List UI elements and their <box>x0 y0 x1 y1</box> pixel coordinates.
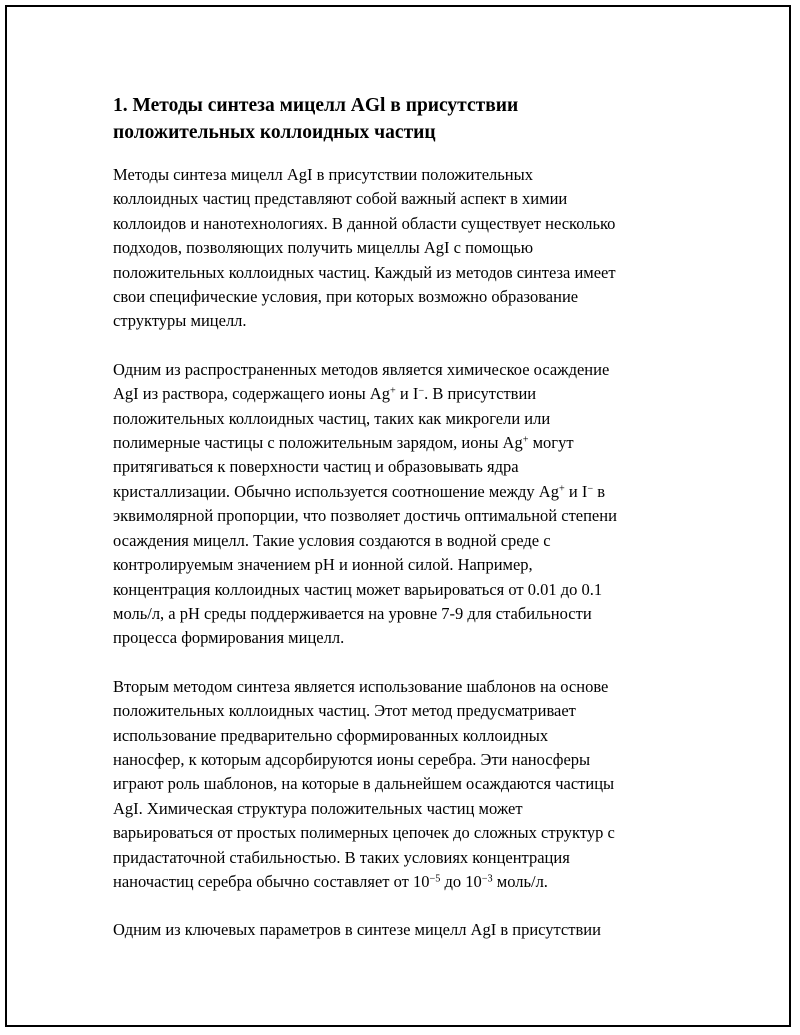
text-line: Одним из ключевых параметров в синтезе мицелл AgI в присутствии <box>113 920 601 940</box>
text-line: контролируемым значением pH и ионной силой. Например, <box>113 555 533 575</box>
superscript: + <box>558 483 565 495</box>
text-line: положительных коллоидных частиц. Этот метод предусматривает <box>113 701 576 721</box>
superscript: −3 <box>481 873 493 885</box>
text-fragment: и I <box>564 481 588 501</box>
paragraph-4 <box>113 918 703 942</box>
paragraph-3 <box>113 675 703 895</box>
text-line: полимерные частицы с положительным зарядом, ионы Ag <box>113 433 523 453</box>
body-text <box>113 163 703 943</box>
text-line: процесса формирования мицелл. <box>113 628 345 648</box>
text-line: кристаллизации. Обычно используется соотношение между Ag <box>113 481 559 501</box>
text-line: притягиваться к поверхности частиц и образовывать ядра <box>113 457 519 477</box>
text-fragment: могут <box>528 433 574 453</box>
text-line: Вторым методом синтеза является использование шаблонов на основе <box>113 676 609 696</box>
text-line: структуры мицелл. <box>113 311 247 331</box>
text-line: подходов, позволяющих получить мицеллы AgI с помощью <box>113 238 534 258</box>
paragraph-gap <box>113 894 703 918</box>
text-line: придастаточной стабильностью. В таких условиях концентрация <box>113 847 570 867</box>
superscript: − <box>418 385 425 397</box>
text-line: играют роль шаблонов, на которые в дальнейшем осаждаются частицы <box>113 774 615 794</box>
text-line: осаждения мицелл. Такие условия создаются в водной среде с <box>113 530 551 550</box>
text-line: варьироваться от простых полимерных цепочек до сложных структур с <box>113 823 615 843</box>
text-fragment: и I <box>395 384 419 404</box>
text-line: положительных коллоидных частиц, таких как микрогели или <box>113 408 551 428</box>
text-line: Одним из распространенных методов является химическое осаждение <box>113 359 610 379</box>
text-line: положительных коллоидных частиц. Каждый из методов синтеза имеет <box>113 262 616 282</box>
paragraph-gap <box>113 334 703 358</box>
text-fragment: в <box>593 481 605 501</box>
text-line: свои специфические условия, при которых возможно образование <box>113 287 579 307</box>
text-line: Методы синтеза мицелл AgI в присутствии положительных <box>113 165 533 184</box>
text-line: использование предварительно сформированных коллоидных <box>113 725 549 745</box>
section-heading <box>113 92 703 146</box>
superscript: − <box>587 483 594 495</box>
text-line: AgI. Химическая структура положительных частиц может <box>113 798 523 818</box>
text-fragment: . В присутствии <box>424 384 537 404</box>
text-line: наносфер, к которым адсорбируются ионы серебра. Эти наносферы <box>113 749 591 769</box>
text-line: моль/л, а pH среды поддерживается на уровне 7-9 для стабильности <box>113 603 592 623</box>
paragraph-gap <box>113 651 703 675</box>
superscript: + <box>389 385 396 397</box>
text-line: концентрация коллоидных частиц может варьироваться от 0.01 до 0.1 <box>113 579 603 599</box>
paragraph-1 <box>113 163 703 334</box>
text-fragment: до 10 <box>440 871 482 891</box>
text-line: коллоидов и нанотехнологиях. В данной области существует несколько <box>113 213 616 233</box>
paragraph-2 <box>113 358 703 651</box>
heading-line: 1. Методы синтеза мицелл AGl в присутствии <box>113 95 519 116</box>
text-line: наночастиц серебра обычно составляет от 10 <box>113 871 430 891</box>
heading-line: положительных коллоидных частиц <box>113 122 436 143</box>
text-line: эквимолярной пропорции, что позволяет достичь оптимальной степени <box>113 506 617 526</box>
text-line: коллоидных частиц представляют собой важный аспект в химии <box>113 189 568 209</box>
superscript: −5 <box>429 873 441 885</box>
text-line: AgI из раствора, содержащего ионы Ag <box>113 384 390 404</box>
superscript: + <box>522 434 529 446</box>
document-content <box>113 92 703 943</box>
text-fragment: моль/л. <box>492 871 548 891</box>
